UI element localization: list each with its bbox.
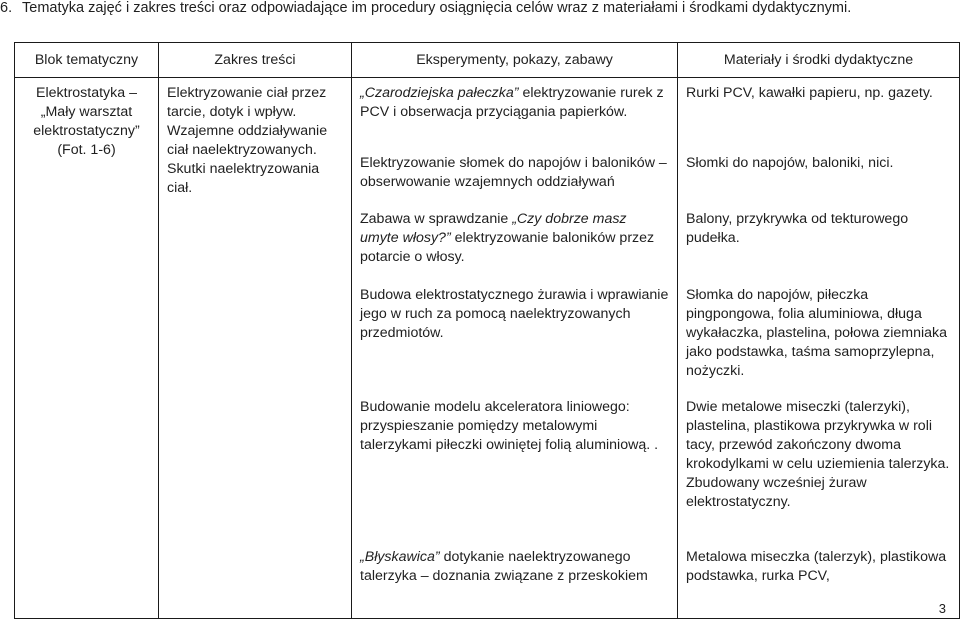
experiment-item: Zabawa w sprawdzanie „Czy dobrze masz umyte włosy?” elektryzowanie baloników przez potarcie o włosy. bbox=[360, 211, 655, 265]
experiment-item: „Czarodziejska pałeczka” elektryzowanie rurek z PCV i obserwacja przyciągania papierków. bbox=[360, 85, 664, 120]
table-header-row bbox=[15, 43, 960, 78]
experiment-item: Budowa elektrostatycznego żurawia i wprawianie jego w ruch za pomocą naelektryzowanych przedmiotów. bbox=[360, 287, 669, 341]
block-line: „Mały warsztat bbox=[40, 104, 133, 120]
materials-cell bbox=[678, 78, 960, 619]
header-materials: Materiały i środki dydaktyczne bbox=[678, 43, 960, 78]
header-experiments: Eksperymenty, pokazy, zabawy bbox=[352, 43, 678, 78]
block-line: (Fot. 1-6) bbox=[57, 142, 116, 158]
section-title: Tematyka zajęć i zakres treści oraz odpowiadające im procedury osiągnięcia celów wraz z materiałami i środkami dydaktycznymi. bbox=[22, 0, 852, 16]
material-item: Balony, przykrywka od tekturowego pudełka. bbox=[686, 211, 909, 246]
material-item: Dwie metalowe miseczki (talerzyki), plastelina, plastikowa przykrywka w roli tacy, przewód zakończony dwoma krokodylkami w celu uziemienia talerzyka. Zbudowany wcześniej żuraw elektrostatyczny. bbox=[686, 399, 950, 510]
header-block: Blok tematyczny bbox=[15, 43, 159, 78]
page-number: 3 bbox=[938, 601, 946, 616]
topics-table bbox=[14, 42, 960, 619]
block-cell bbox=[15, 78, 159, 619]
material-item: Słomki do napojów, baloniki, nici. bbox=[686, 155, 894, 171]
material-item: Metalowa miseczka (talerzyk), plastikowa podstawka, rurka PCV, bbox=[686, 549, 947, 584]
experiment-item: „Błyskawica” dotykanie naelektryzowanego talerzyka – doznania związane z przeskokiem bbox=[360, 549, 648, 584]
section-heading bbox=[0, 0, 851, 16]
scope-text: Elektryzowanie ciał przez tarcie, dotyk i wpływ. Wzajemne oddziaływanie ciał naelektryzowanych. Skutki naelektryzowania ciał. bbox=[167, 85, 328, 196]
block-line: Elektrostatyka – bbox=[36, 85, 137, 101]
header-scope: Zakres treści bbox=[159, 43, 352, 78]
section-number: 6. bbox=[0, 0, 13, 16]
scope-cell bbox=[159, 78, 352, 619]
experiment-item: Elektryzowanie słomek do napojów i baloników – obserwowanie wzajemnych oddziaływań bbox=[360, 155, 667, 190]
material-item: Rurki PCV, kawałki papieru, np. gazety. bbox=[686, 85, 933, 101]
material-item: Słomka do napojów, piłeczka pingpongowa, folia aluminiowa, długa wykałaczka, plastelina, połowa ziemniaka jako podstawka, taśma samoprzylepna, nożyczki. bbox=[686, 287, 948, 379]
block-line: elektrostatyczny” bbox=[33, 123, 140, 139]
table-row bbox=[15, 78, 960, 619]
experiments-cell bbox=[352, 78, 678, 619]
experiment-item: Budowanie modelu akceleratora liniowego: przyspieszanie pomiędzy metalowymi talerzykami piłeczki owiniętej folią aluminiową. . bbox=[360, 399, 659, 453]
